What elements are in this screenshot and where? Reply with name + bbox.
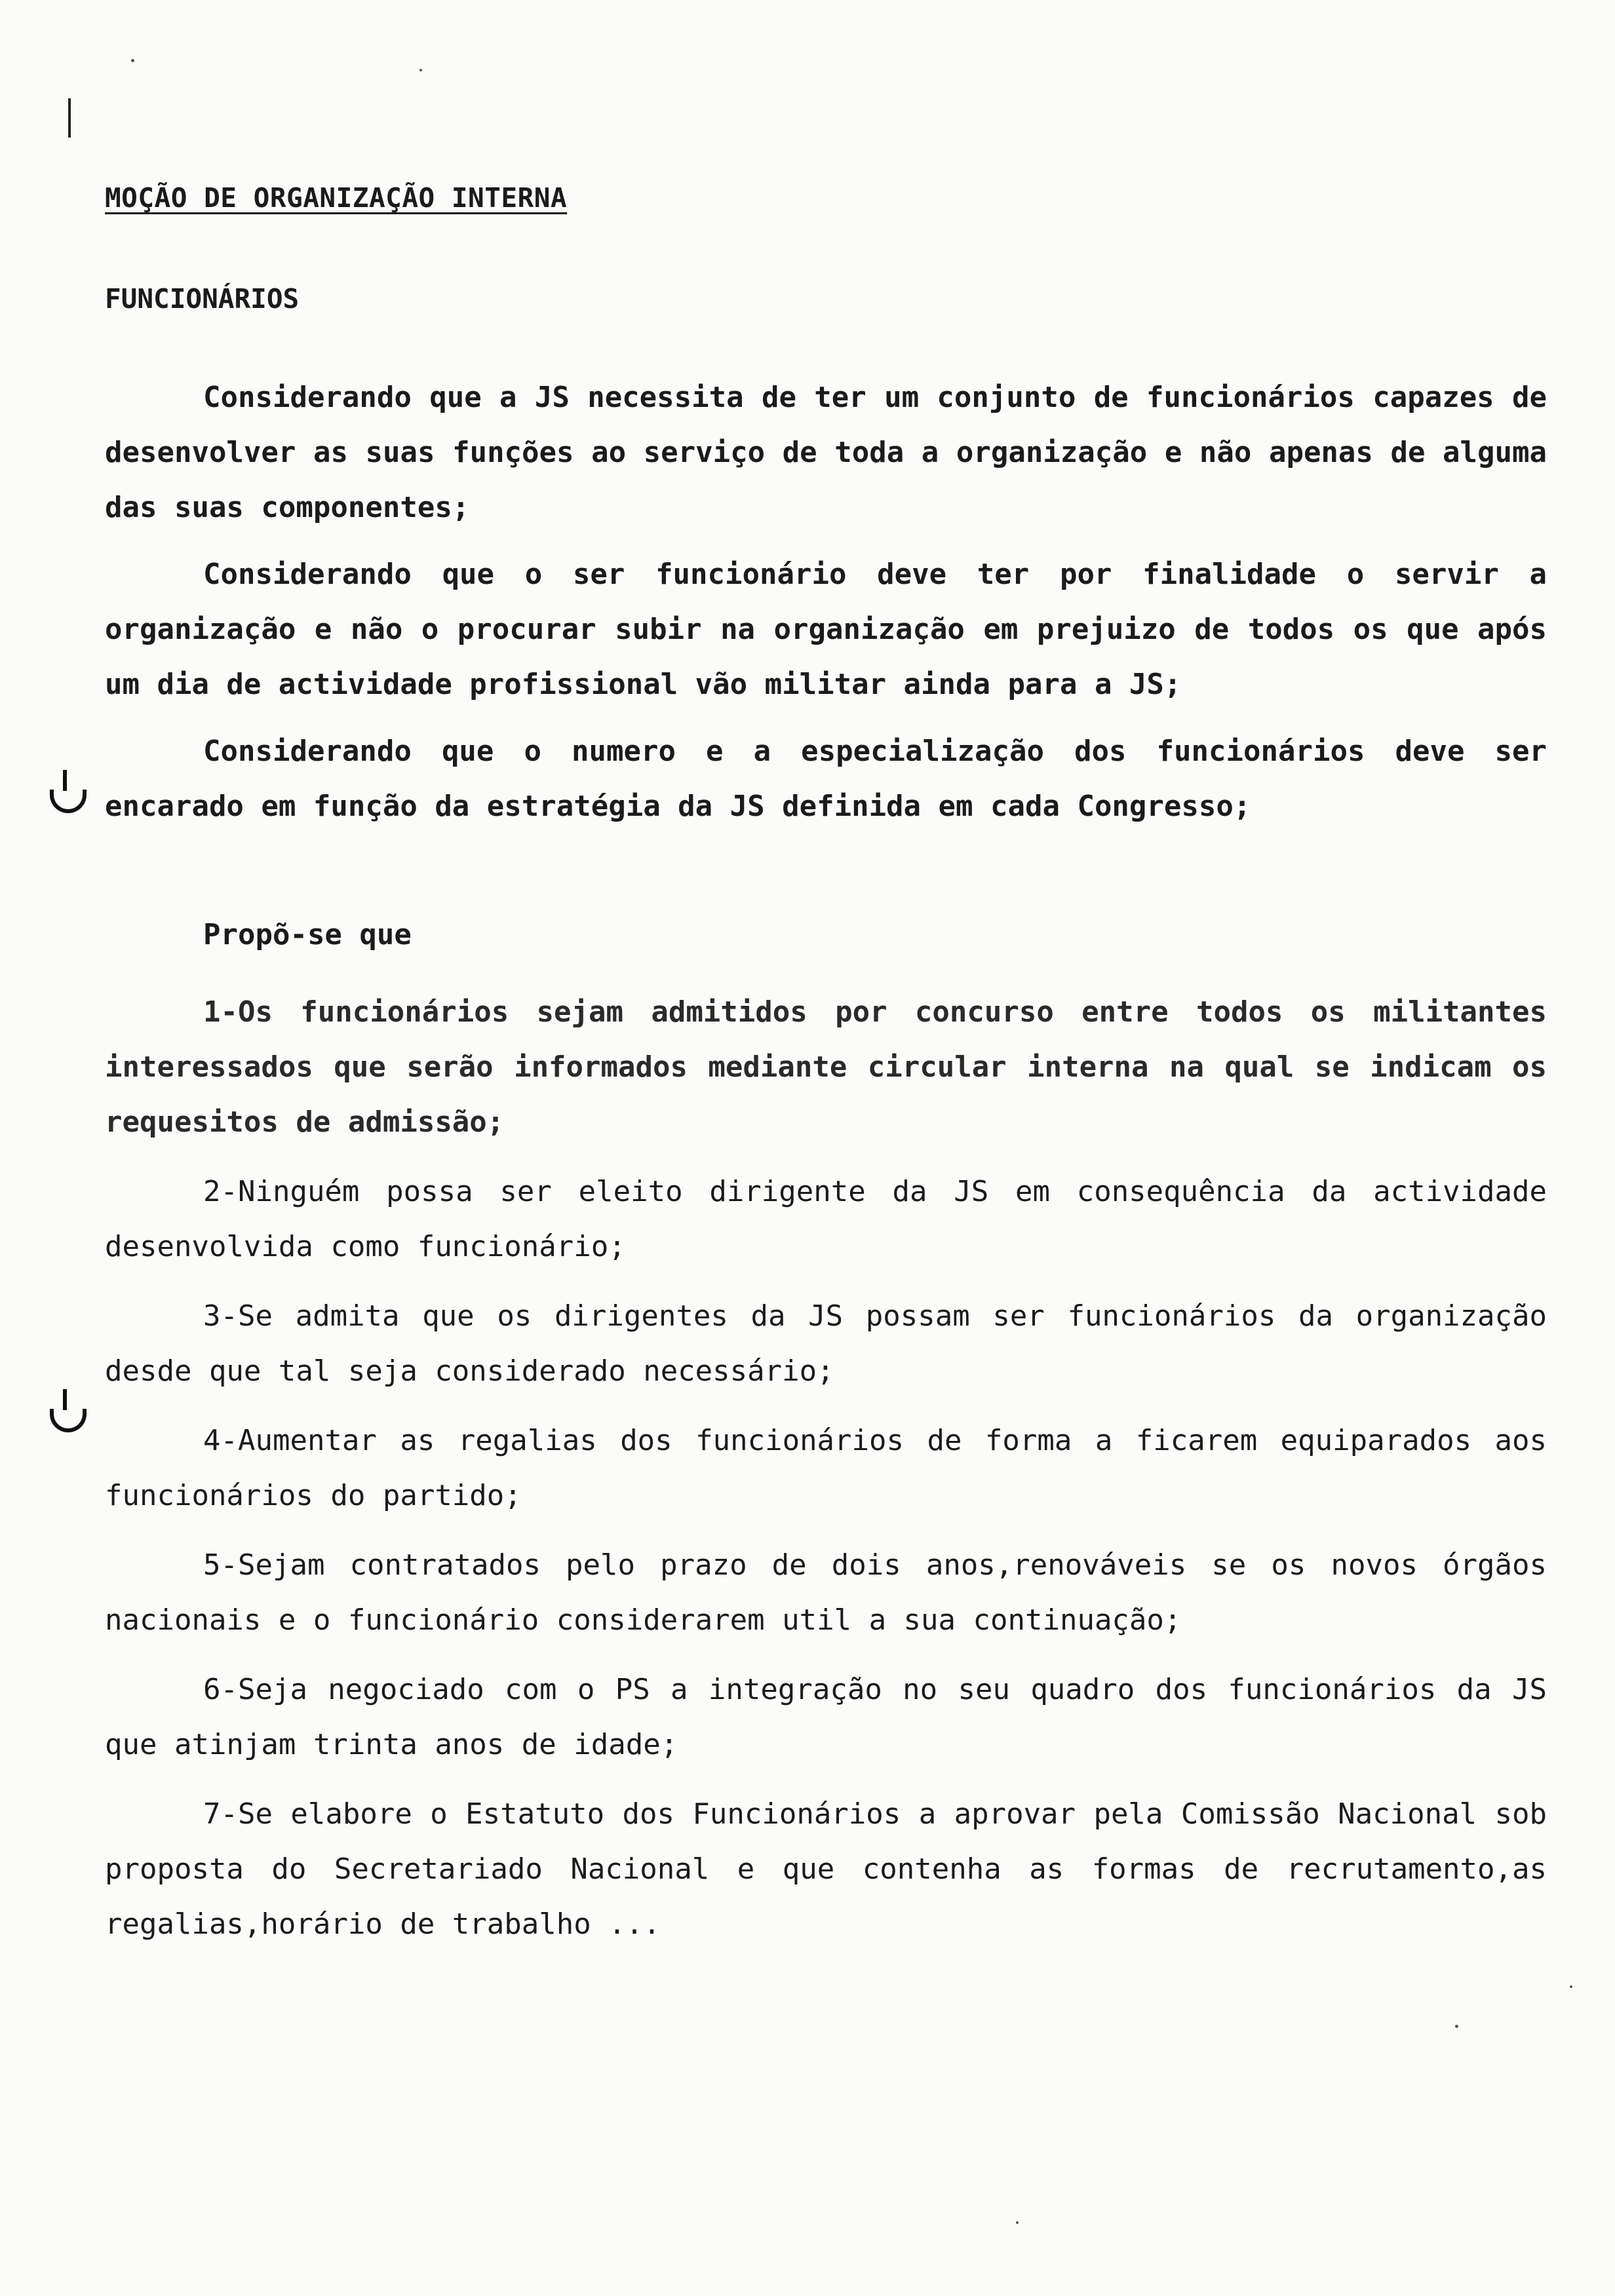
proposal-item: 1-Os funcionários sejam admitidos por concurso entre todos os militantes interessados que serão informados mediante circular interna na qual se indicam os requesitos de admissão;	[105, 995, 1547, 1139]
scan-edge-mark	[68, 98, 71, 138]
margin-check-mark	[50, 1409, 87, 1432]
consideration-2: Considerando que o ser funcionário deve ter por finalidade o servir a organização e não o procurar subir na organização em prejuizo de todos os que após um dia de actividade profissional vão militar ainda para a JS;	[105, 558, 1547, 701]
proposal-item: 4-Aumentar as regalias dos funcionários de forma a ficarem equiparados aos funcionários do partido;	[105, 1424, 1547, 1512]
margin-check-mark	[50, 790, 87, 813]
proposal-item: 7-Se elabore o Estatuto dos Funcionários a aprovar pela Comissão Nacional sob proposta do Secretariado Nacional e que contenha as formas de recrutamento,as regalias,horário de trabalho ...	[105, 1797, 1547, 1941]
proposal-item: 3-Se admita que os dirigentes da JS possam ser funcionários da organização desde que tal seja considerado necessário;	[105, 1299, 1547, 1388]
scan-speck	[1570, 1985, 1572, 1988]
scan-speck	[131, 59, 134, 62]
scan-speck	[1016, 2221, 1019, 2224]
proposals-block	[105, 908, 1547, 1952]
proposal-item: 6-Seja negociado com o PS a integração no seu quadro dos funcionários da JS que atinjam trinta anos de idade;	[105, 1673, 1547, 1761]
consideration-3: Considerando que o numero e a especialização dos funcionários deve ser encarado em função da estratégia da JS definida em cada Congresso;	[105, 735, 1547, 823]
proposal-intro: Propõ-se que	[203, 918, 412, 951]
scan-speck	[419, 69, 422, 71]
considerations-block	[105, 370, 1547, 834]
proposal-item: 5-Sejam contratados pelo prazo de dois anos,renováveis se os novos órgãos nacionais e o funcionário considerarem util a sua continuação;	[105, 1548, 1547, 1637]
consideration-1: Considerando que a JS necessita de ter um conjunto de funcionários capazes de desenvolver as suas funções ao serviço de toda a organização e não apenas de alguma das suas componentes;	[105, 381, 1547, 524]
proposal-item: 2-Ninguém possa ser eleito dirigente da JS em consequência da actividade desenvolvida como funcionário;	[105, 1175, 1547, 1263]
document-title: MOÇÃO DE ORGANIZAÇÃO INTERNA	[105, 182, 568, 214]
section-heading: FUNCIONÁRIOS	[105, 283, 300, 315]
scan-speck	[1455, 2025, 1458, 2028]
